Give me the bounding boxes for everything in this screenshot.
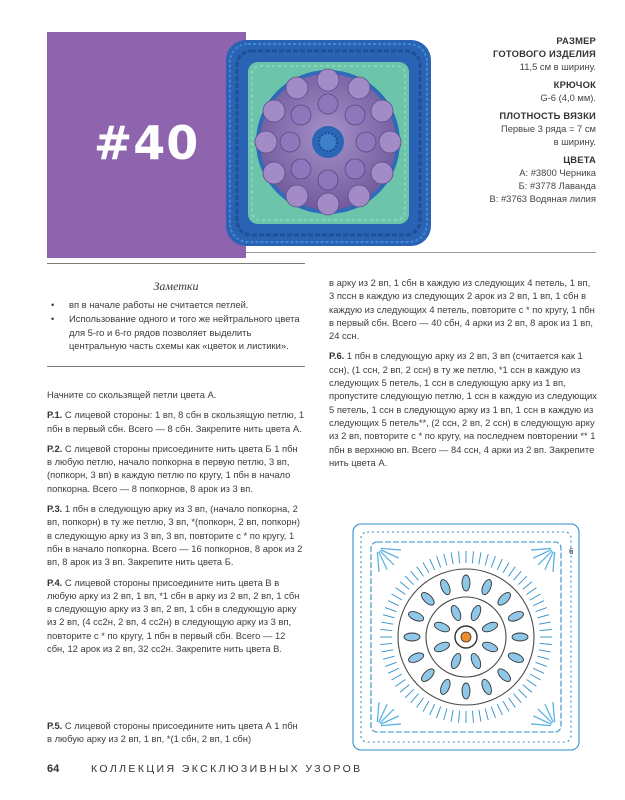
round-1-label: Р.1. <box>47 409 63 421</box>
round-1-text: С лицевой стороны: 1 вп, 8 сбн в скользящую петлю, 1 пбн в первый сбн. Всего — 8 сбн. Закрепите нить цвета А. <box>47 409 305 434</box>
chart-popcorn <box>419 667 436 684</box>
chart-corner-stitch <box>553 552 555 572</box>
round-6-label: Р.6. <box>329 350 345 362</box>
round-2-label: Р.2. <box>47 442 63 454</box>
chart-stitch <box>423 701 429 711</box>
chart-popcorn <box>507 651 525 665</box>
chart-corner-stitch <box>377 552 379 572</box>
chart-stitch <box>417 698 424 708</box>
chart-popcorn <box>512 633 528 641</box>
chart-stitch <box>383 615 395 618</box>
chart-stitch <box>523 685 532 693</box>
round-5-start <box>47 719 305 746</box>
round-5-text-part1: С лицевой стороны присоедините нить цвета А 1 пбн в любую арку из 2 вп, 1 вп, *(1 сбн, 2 вп, 1 сбн) <box>47 720 298 745</box>
chart-corner-stitch <box>377 702 379 722</box>
round-5-label: Р.5. <box>47 720 63 731</box>
chart-stitch <box>405 689 413 697</box>
chart-popcorn <box>407 651 425 665</box>
round-6 <box>329 349 597 469</box>
chart-popcorn <box>496 667 513 684</box>
round-5 <box>47 719 305 746</box>
chart-popcorn <box>469 604 483 622</box>
chart-stitch <box>536 662 547 666</box>
chart-stitch <box>430 559 435 570</box>
round-1 <box>47 408 305 435</box>
specs-panel <box>426 34 596 205</box>
round-4 <box>47 576 305 656</box>
chart-stitch <box>396 588 406 595</box>
chart-popcorn <box>496 590 513 607</box>
color-b: Б: #3778 Лаванда <box>518 180 596 191</box>
chart-stitch <box>533 668 544 673</box>
chart-stitch <box>491 707 495 718</box>
header-divider <box>246 252 596 253</box>
round-3 <box>47 502 305 568</box>
chart-stitch <box>536 608 547 612</box>
chart-stitch <box>392 674 402 680</box>
chart-stitch <box>479 552 481 564</box>
chart-stitch <box>527 679 537 686</box>
chart-popcorn <box>480 678 494 696</box>
chart-popcorn <box>439 678 453 696</box>
chart-stitch <box>479 710 481 722</box>
pattern-number: #40 <box>93 116 200 170</box>
chart-stitch <box>400 582 409 590</box>
chart-stitch <box>411 694 419 703</box>
chart-stitch <box>423 563 429 573</box>
chart-stitch <box>514 694 522 703</box>
chart-stitch <box>530 674 540 680</box>
chart-stitch <box>380 643 392 644</box>
chart-corner-stitch <box>381 724 401 726</box>
instructions-right-column <box>329 276 597 476</box>
note-item: • вп в начале работы не считается петлей. <box>47 298 305 311</box>
granny-square-photo <box>220 34 437 252</box>
chart-stitch <box>530 594 540 600</box>
watermark: PassionForum.ru <box>539 780 608 790</box>
chart-stitch <box>459 711 460 723</box>
chart-stitch <box>518 576 526 584</box>
chart-stitch <box>508 567 515 577</box>
chart-stitch <box>400 685 409 693</box>
chart-stitch <box>518 689 526 697</box>
chart-popcorn <box>404 633 420 641</box>
chart-popcorn <box>480 578 494 596</box>
chart-stitch <box>540 630 552 631</box>
chart-stitch <box>381 622 393 624</box>
chart-stitch <box>430 704 435 715</box>
chart-stitch <box>472 551 473 563</box>
chart-corner-stitch <box>381 548 401 550</box>
chart-stitch <box>380 630 392 631</box>
page-number: 64 <box>47 763 60 775</box>
chart-corner-stitch <box>531 548 551 550</box>
chart-round-label: 6 <box>569 547 574 556</box>
chart-stitch <box>385 608 396 612</box>
color-c: В: #3763 Водяная лилия <box>489 193 596 204</box>
round-6-text: 1 пбн в следующую арку из 2 вп, 3 вп (считается как 1 ссн), (1 ссн, 2 вп, 2 ссн) в ту же петлю, *1 ссн в каждую из следующих 5 петель, 1 ссн в следующую арку из 1 вп, пропустите следующую петлю, 1 ссн в каждую из следующих 5 петель, 1 ссн в следующую арку из 1 вп, 1 ссн в каждую из следующих 5 петель**, (2 ссн, 2 вп, 2 ссн) в следующую арку из 2 вп, повторите с * по кругу, на последнем повторении ** 1 пбн в верхнюю вп. Всего — 84 ссн, 4 арки из 2 вп. Закрепите нить цвета А. <box>329 350 597 468</box>
chart-stitch <box>411 571 419 580</box>
notes-bottom-rule <box>47 366 305 367</box>
chart-stitch <box>437 707 441 718</box>
size-value: 11,5 см в ширину. <box>519 61 596 72</box>
instructions-left-column <box>47 388 305 662</box>
chart-stitch <box>383 656 395 659</box>
notes-list <box>47 298 305 353</box>
chart-popcorn <box>433 640 451 654</box>
chart-stitch <box>527 588 537 595</box>
round-4-label: Р.4. <box>47 576 63 588</box>
chart-stitch <box>491 556 495 567</box>
chart-stitch <box>539 622 551 624</box>
chart-popcorn <box>419 590 436 607</box>
chart-popcorn <box>439 578 453 596</box>
gauge-value: Первые 3 ряда = 7 см <box>500 123 596 134</box>
chart-stitch <box>405 576 413 584</box>
chart-stitch <box>503 701 509 711</box>
chart-stitch <box>381 650 393 652</box>
chart-stitch <box>388 668 399 673</box>
chart-stitch <box>514 571 522 580</box>
chart-stitch <box>485 708 488 720</box>
round-3-text: 1 пбн в следующую арку из 3 вп, (начало попкорна, 2 вп, попкорн) в ту же петлю, 3 вп, *(попкорн, 2 вп, попкорн) в следующую арку из 3 вп, 3 вп, повторите с * по кругу, 1 пбн в начало попкорна. Всего — 16 попкорнов, 8 арок из 2 вп, 8 арок из 3 вп. Закрепите нить цвета Б. <box>47 503 303 568</box>
chart-popcorn <box>507 610 525 624</box>
size-heading-2: ГОТОВОГО ИЗДЕЛИЯ <box>493 48 596 59</box>
chart-stitch <box>537 656 549 659</box>
book-title: КОЛЛЕКЦИЯ ЭКСКЛЮЗИВНЫХ УЗОРОВ <box>91 763 363 775</box>
chart-popcorn <box>462 575 470 591</box>
chart-corner-stitch <box>531 724 551 726</box>
chart-popcorn <box>449 652 463 670</box>
chart-stitch <box>385 662 396 666</box>
chart-corner-stitch <box>553 702 555 722</box>
chart-popcorn <box>407 610 425 624</box>
chart-popcorn <box>469 652 483 670</box>
chart-stitch <box>444 708 447 720</box>
chart-stitch <box>508 698 515 708</box>
gauge-heading: ПЛОТНОСТЬ ВЯЗКИ <box>499 110 596 121</box>
chart-stitch <box>497 704 502 715</box>
chart-popcorn <box>481 640 499 654</box>
chart-stitch <box>388 601 399 606</box>
chart-stitch <box>437 556 441 567</box>
chart-stitch <box>451 710 453 722</box>
chart-popcorn <box>433 620 451 634</box>
chart-stitch <box>396 679 406 686</box>
round-2-text: С лицевой стороны присоедините нить цвета Б 1 пбн в любую петлю, начало попкорна в первую петлю, 3 вп, (попкорн, 3 вп) в каждую петлю по кругу, 1 пбн в начало попкорна. Всего — 8 попкорнов, 8 арок из 3 вп. <box>47 442 298 494</box>
notes-title: Заметки <box>153 279 199 293</box>
hook-value: G-6 (4,0 мм). <box>540 92 596 103</box>
size-heading: РАЗМЕР <box>556 35 596 46</box>
chart-stitch <box>417 567 424 577</box>
round-2 <box>47 442 305 495</box>
chart-stitch <box>503 563 509 573</box>
note-item: • Использование одного и того же нейтрального цвета для 5-го и 6-го рядов позволяет выделить центральную часть схемы как «цветок и листики». <box>47 312 305 352</box>
crochet-chart <box>347 518 585 756</box>
chart-stitch <box>451 552 453 564</box>
chart-stitch <box>392 594 402 600</box>
chart-stitch <box>459 551 460 563</box>
chart-popcorn <box>462 683 470 699</box>
chart-stitch <box>485 554 488 566</box>
chart-popcorn <box>449 604 463 622</box>
chart-stitch <box>497 559 502 570</box>
chart-stitch <box>472 711 473 723</box>
chart-stitch <box>444 554 447 566</box>
round-4-text: С лицевой стороны присоедините нить цвета В в любую арку из 2 вп, 1 вп, *1 сбн в арку из 2 вп, 2 вп, 1 сбн в следующую арку из 3 вп, 2 вп, 1 сбн в следующую арку из 2 вп, (4 сс2н, 2 вп, 4 сс2н) в следующую арку из 3 вп, повторите с * по кругу, 1 пбн в первый сбн. Всего — 12 сбн, 12 арок из 2 вп, 32 сс2н. Закрепите нить цвета В. <box>47 576 300 655</box>
hook-heading: КРЮЧОК <box>553 79 596 90</box>
color-a: А: #3800 Черника <box>519 167 596 178</box>
chart-stitch <box>523 582 532 590</box>
intro-text: Начните со скользящей петли цвета А. <box>47 389 217 400</box>
chart-stitch <box>540 643 552 644</box>
chart-popcorn <box>481 620 499 634</box>
chart-stitch <box>533 601 544 606</box>
gauge-value-2: в ширину. <box>553 136 596 147</box>
chart-stitch <box>537 615 549 618</box>
pattern-number-block <box>47 32 246 258</box>
chart-stitch <box>539 650 551 652</box>
round-5-text-part2: в арку из 2 вп, 1 сбн в каждую из следующих 4 петель, 1 вп, 3 пссн в каждую из следующих 2 арок из 2 вп, 1 вп, 1 сбн в каждую из следующих 4 петель, повторите с * по кругу, 1 пбн в первый сбн. Всего — 40 сбн, 4 арки из 2 вп, 8 арок из 1 вп, 24 ссн. <box>329 277 595 342</box>
notes-top-rule <box>47 263 305 264</box>
colors-heading: ЦВЕТА <box>563 154 596 165</box>
round-3-label: Р.3. <box>47 503 63 515</box>
